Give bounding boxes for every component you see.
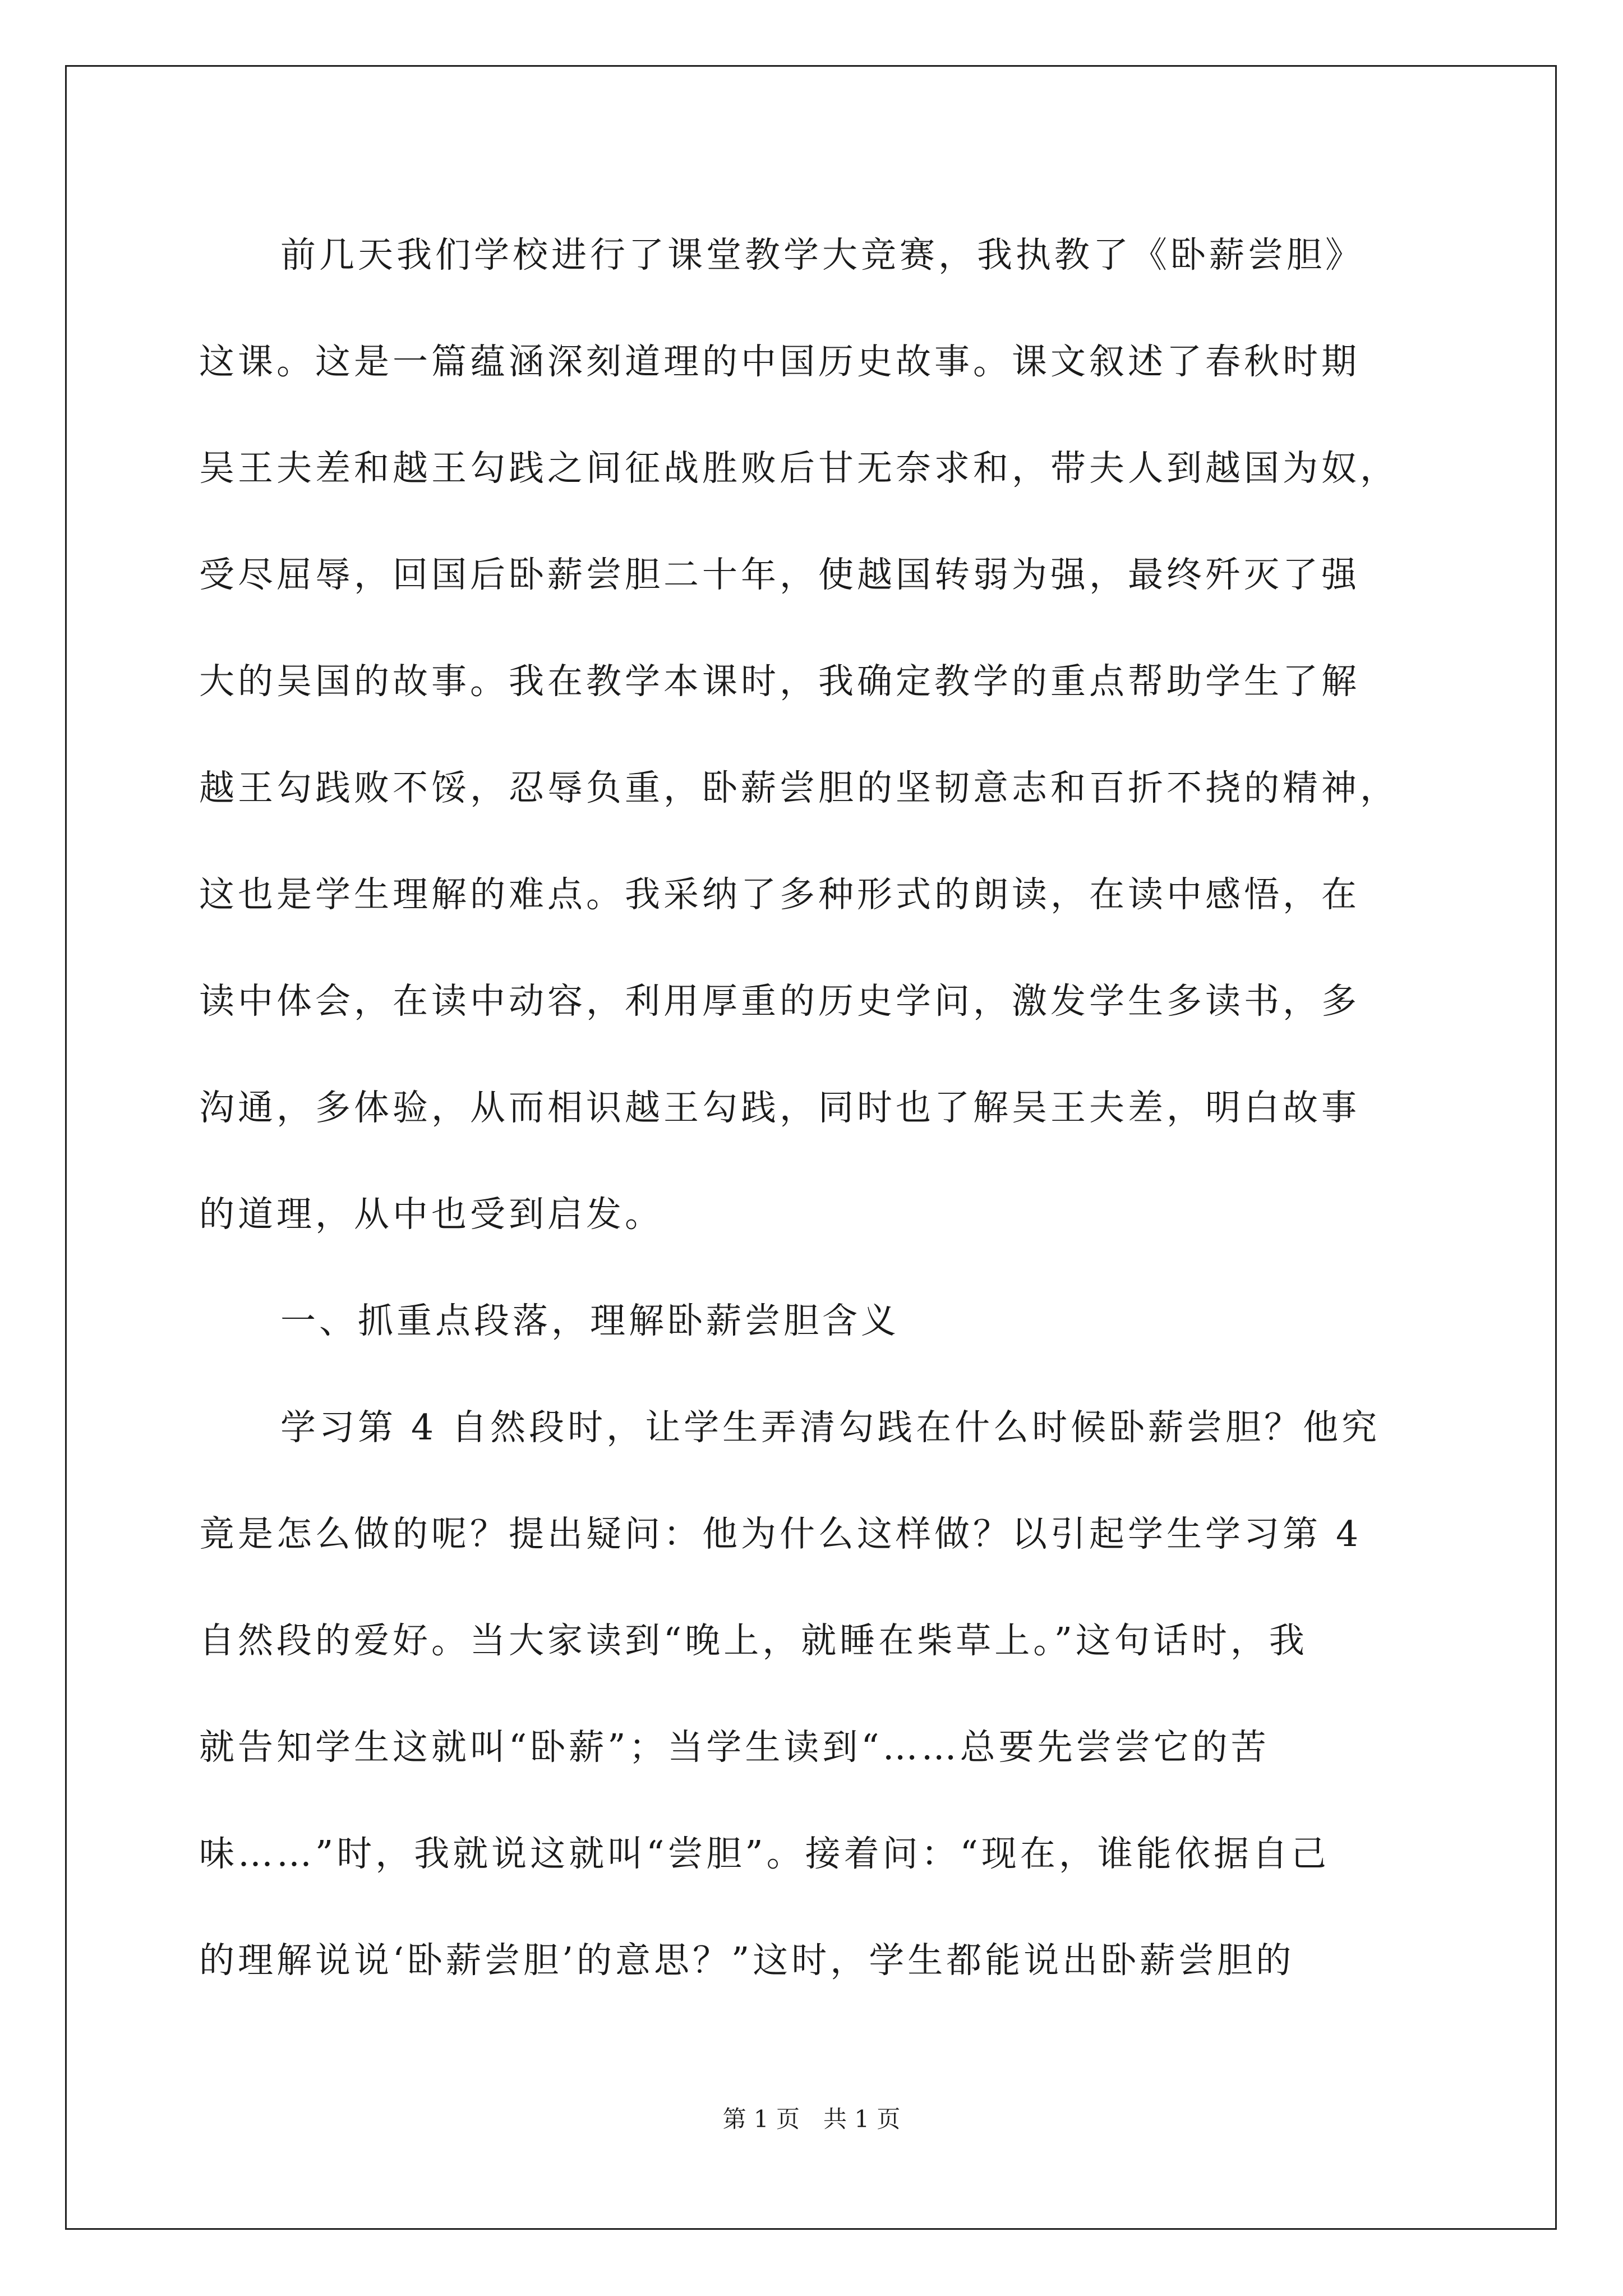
paragraph-line: 就告知学生这就叫“卧薪”；当学生读到“……总要先尝尝它的苦 <box>199 1727 1270 1768</box>
paragraph-line: 味……”时，我就说这就叫“尝胆”。接着问：“现在，谁能依据自己 <box>199 1833 1330 1874</box>
document-body <box>199 202 1433 2014</box>
paragraph-line: 前几天我们学校进行了课堂教学大竞赛，我执教了《卧薪尝胆》 <box>280 234 1364 275</box>
paragraph-line: 自然段的爱好。当大家读到“晚上，就睡在柴草上。”这句话时，我 <box>199 1620 1308 1661</box>
paragraph-line: 这也是学生理解的难点。我采纳了多种形式的朗读，在读中感悟，在 <box>199 874 1360 915</box>
paragraph-line: 学习第 4 自然段时，让学生弄清勾践在什么时候卧薪尝胆？他究 <box>280 1407 1381 1448</box>
paragraph-line: 读中体会，在读中动容，利用厚重的历史学问，激发学生多读书，多 <box>199 981 1360 1022</box>
page-footer: 第 1 页 共 1 页 <box>722 2105 901 2133</box>
paragraph-line: 竟是怎么做的呢？提出疑问：他为什么这样做？以引起学生学习第 4 <box>199 1513 1362 1554</box>
paragraph-line: 沟通，多体验，从而相识越王勾践，同时也了解吴王夫差，明白故事 <box>199 1087 1360 1128</box>
paragraph-line: 受尽屈辱，回国后卧薪尝胆二十年，使越国转弱为强，最终歼灭了强 <box>199 554 1360 595</box>
paragraph-line: 这课。这是一篇蕴涵深刻道理的中国历史故事。课文叙述了春秋时期 <box>199 341 1360 382</box>
paragraph-line: 吴王夫差和越王勾践之间征战胜败后甘无奈求和，带夫人到越国为奴， <box>199 448 1399 489</box>
paragraph-line: 越王勾践败不馁，忍辱负重，卧薪尝胆的坚韧意志和百折不挠的精神， <box>199 767 1399 808</box>
paragraph-line: 大的吴国的故事。我在教学本课时，我确定教学的重点帮助学生了解 <box>199 661 1360 702</box>
paragraph-line: 的理解说说‘卧薪尝胆’的意思？”这时，学生都能说出卧薪尝胆的 <box>199 1940 1295 1981</box>
section-heading: 一、抓重点段落，理解卧薪尝胆含义 <box>280 1300 900 1341</box>
paragraph-line: 的道理，从中也受到启发。 <box>199 1194 663 1235</box>
